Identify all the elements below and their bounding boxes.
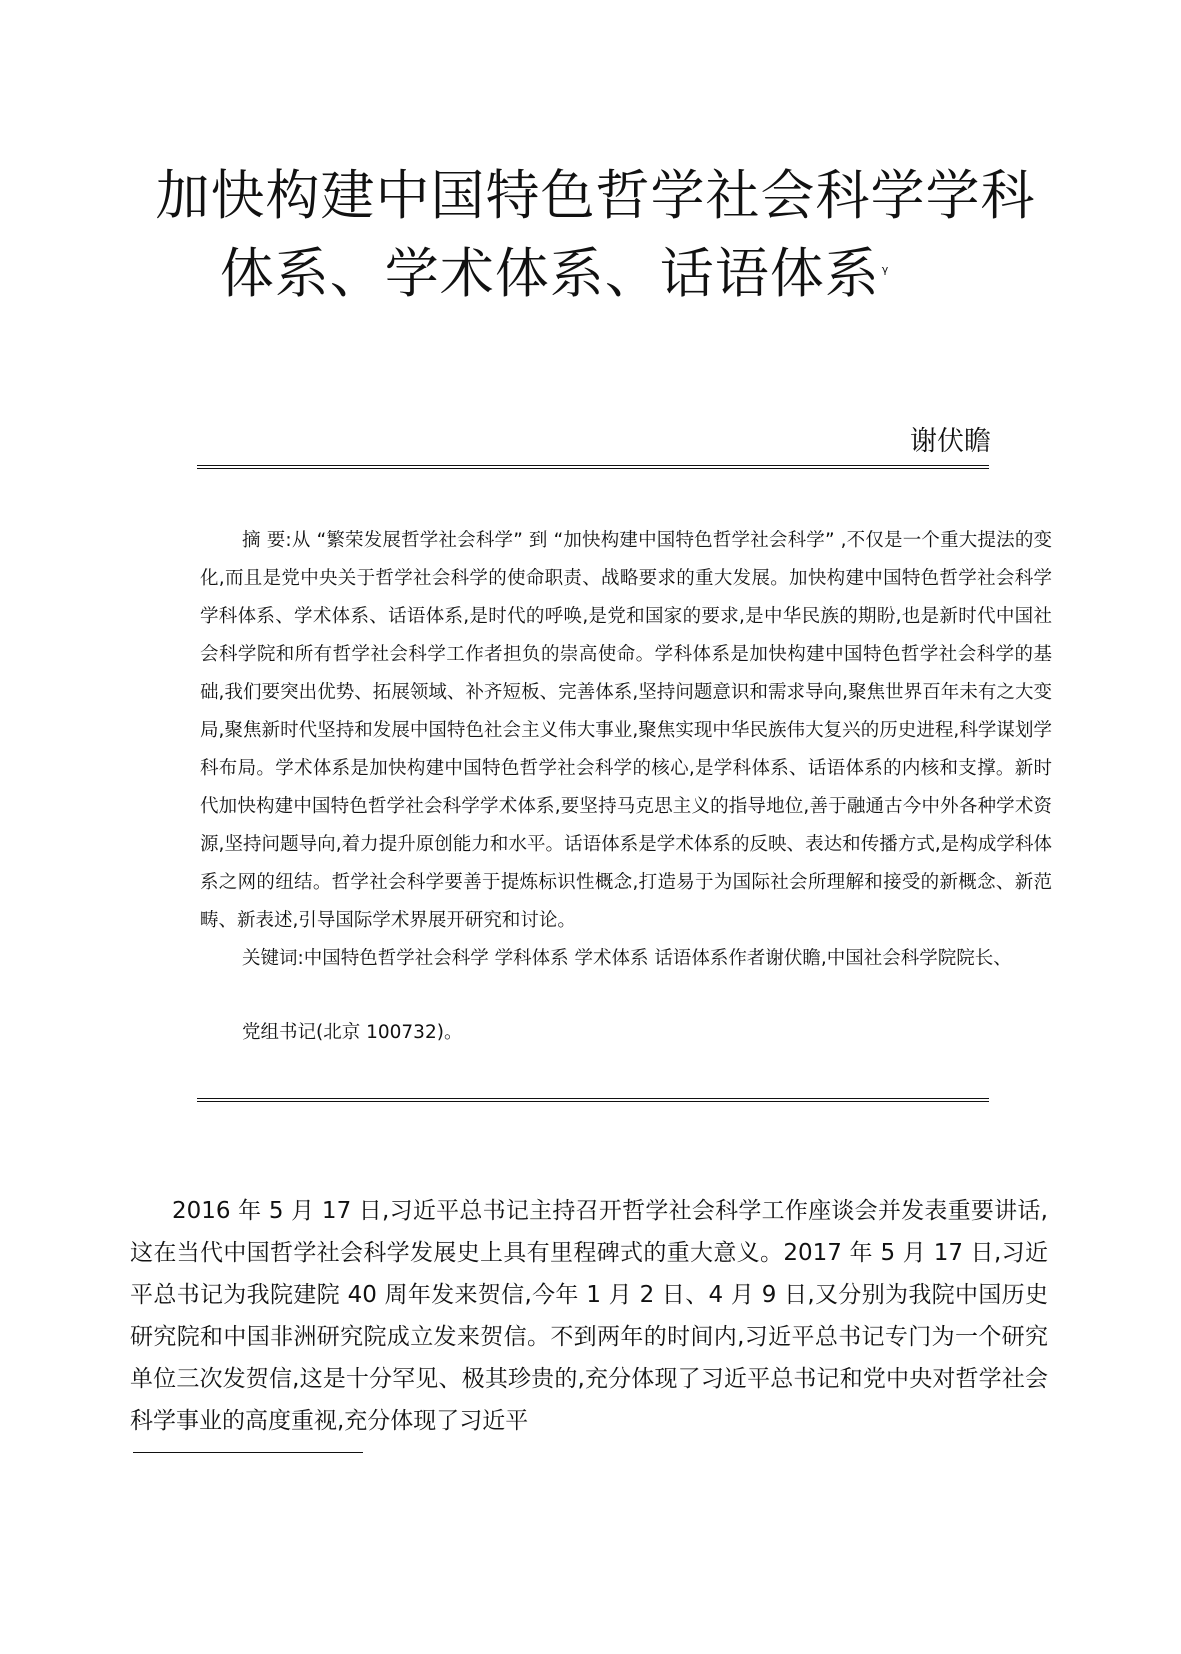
double-rule-top [197,465,989,469]
keywords-line-1: 关键词:中国特色哲学社会科学 学科体系 学术体系 话语体系作者谢伏瞻,中国社会科学院院长、 [242,948,1012,969]
title-line-2 [0,236,1145,308]
keywords [242,940,1062,1052]
author-name: 谢伏瞻 [910,426,991,457]
double-rule-bottom [197,1098,989,1102]
title-line-1-text: 加快构建中国特色哲学社会科学学科 [155,164,1036,227]
title-footnote-mark: γ [881,263,890,276]
title-line-1 [0,162,1181,230]
body-paragraph: 2016 年 5 月 17 日,习近平总书记主持召开哲学社会科学工作座谈会并发表重要讲话,这在当代中国哲学社会科学发展史上具有里程碑式的重大意义。2017 年 5 月 17 日,习近平总书记为我院建院 40 周年发来贺信,今年 1 月 2 日、4 月 9 日,又分别为我院中国历史研究院和中国非洲研究院成立发来贺信。不到两年的时间内,习近平总书记专门为一个研究单位三次发贺信,这是十分罕见、极其珍贵的,充分体现了习近平总书记和党中央对哲学社会科学事业的高度重视,充分体现了习近平 [130,1198,1048,1434]
keywords-line-2: 党组书记(北京 100732)。 [242,1022,463,1043]
title-line-2-text: 体系、学术体系、话语体系 [219,242,880,305]
footnote-separator [133,1452,363,1453]
abstract: 摘 要:从 “繁荣发展哲学社会科学” 到 “加快构建中国特色哲学社会科学” ,不仅是一个重大提法的变化,而且是党中央关于哲学社会科学的使命职责、战略要求的重大发展。加快构建中国特色哲学社会科学学科体系、学术体系、话语体系,是时代的呼唤,是党和国家的要求,是中华民族的期盼,也是新时代中国社会科学院和所有哲学社会科学工作者担负的崇高使命。学科体系是加快构建中国特色哲学社会科学的基础,我们要突出优势、拓展领域、补齐短板、完善体系,坚持问题意识和需求导向,聚焦世界百年未有之大变局,聚焦新时代坚持和发展中国特色社会主义伟大事业,聚焦实现中华民族伟大复兴的历史进程,科学谋划学科布局。学术体系是加快构建中国特色哲学社会科学的核心,是学科体系、话语体系的内核和支撑。新时代加快构建中国特色哲学社会科学学术体系,要坚持马克思主义的指导地位,善于融通古今中外各种学术资源,坚持问题导向,着力提升原创能力和水平。话语体系是学术体系的反映、表达和传播方式,是构成学科体系之网的纽结。哲学社会科学要善于提炼标识性概念,打造易于为国际社会所理解和接受的新概念、新范畴、新表述,引导国际学术界展开研究和讨论。 [200,530,1052,931]
